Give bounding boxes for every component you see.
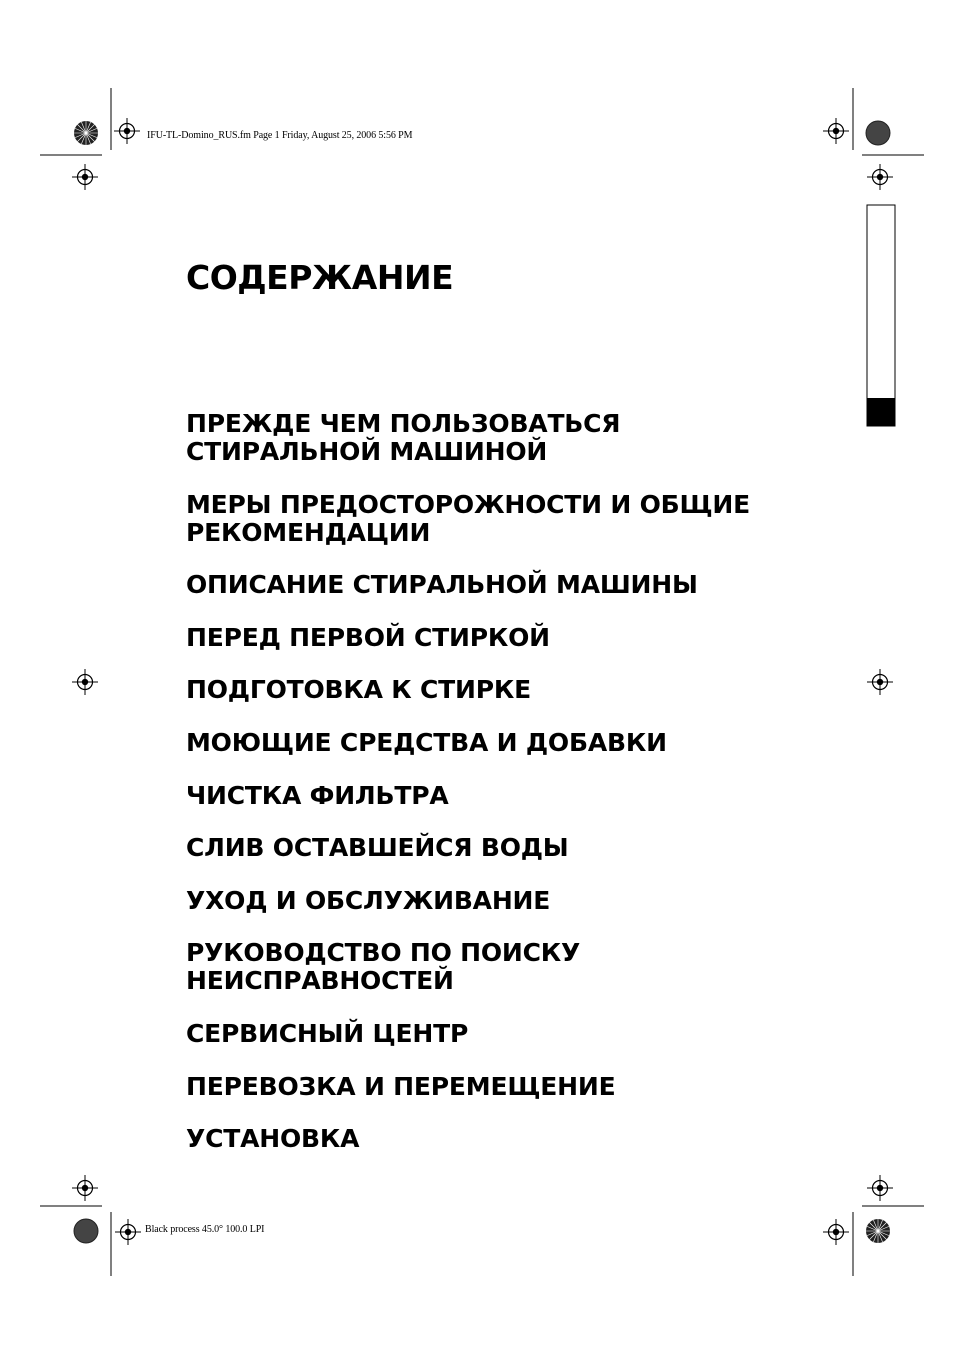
toc-item: ПРЕЖДЕ ЧЕМ ПОЛЬЗОВАТЬСЯ СТИРАЛЬНОЙ МАШИНОЙ: [186, 409, 621, 466]
star-target-icon: [74, 121, 98, 145]
toc-item: ПЕРЕД ПЕРВОЙ СТИРКОЙ: [186, 622, 550, 652]
toc-item: МОЮЩИЕ СРЕДСТВА И ДОБАВКИ: [186, 727, 667, 757]
registration-mark-icon: [114, 118, 140, 144]
toc-item: ЧИСТКА ФИЛЬТРА: [186, 780, 449, 810]
registration-mark-icon: [72, 669, 98, 695]
toc-item: УСТАНОВКА: [186, 1124, 360, 1154]
toc-item: ПОДГОТОВКА К СТИРКЕ: [186, 675, 531, 705]
toc-item: ОПИСАНИЕ СТИРАЛЬНОЙ МАШИНЫ: [186, 570, 698, 600]
toc-item: СЕРВИСНЫЙ ЦЕНТР: [186, 1018, 469, 1048]
thumb-tab: [867, 205, 895, 426]
page-title: СОДЕРЖАНИЕ: [186, 258, 454, 297]
toc-item: УХОД И ОБСЛУЖИВАНИЕ: [186, 885, 551, 915]
thumb-tab-marker: [867, 398, 895, 426]
table-of-contents: [186, 410, 826, 1178]
header-slug: IFU-TL-Domino_RUS.fm Page 1 Friday, August 25, 2006 5:56 PM: [147, 130, 413, 141]
toc-item: СЛИВ ОСТАВШЕЙСЯ ВОДЫ: [186, 833, 569, 863]
registration-mark-icon: [72, 164, 98, 190]
toc-item: МЕРЫ ПРЕДОСТОРОЖНОСТИ И ОБЩИЕ РЕКОМЕНДАЦИИ: [186, 489, 751, 547]
registration-mark-icon: [867, 164, 893, 190]
toc-item: РУКОВОДСТВО ПО ПОИСКУ НЕИСПРАВНОСТЕЙ: [186, 938, 581, 996]
star-target-icon: [866, 1219, 890, 1243]
registration-mark-icon: [867, 669, 893, 695]
footer-slug: Black process 45.0° 100.0 LPI: [145, 1224, 265, 1235]
registration-mark-icon: [823, 118, 849, 144]
registration-mark-icon: [823, 1219, 849, 1245]
gray-target-icon: [866, 121, 890, 145]
toc-item: ПЕРЕВОЗКА И ПЕРЕМЕЩЕНИЕ: [186, 1071, 616, 1101]
gray-target-icon: [74, 1219, 98, 1243]
registration-mark-icon: [115, 1219, 141, 1245]
registration-mark-icon: [867, 1175, 893, 1201]
registration-mark-icon: [72, 1175, 98, 1201]
